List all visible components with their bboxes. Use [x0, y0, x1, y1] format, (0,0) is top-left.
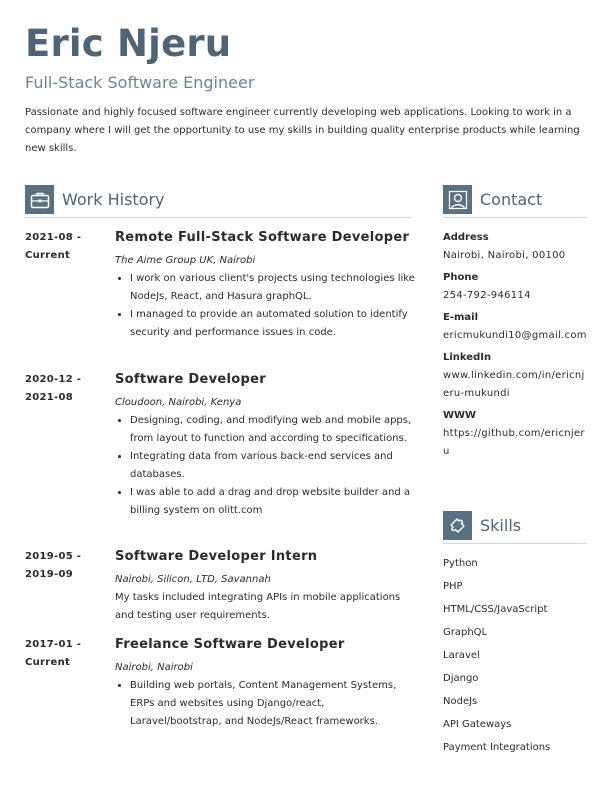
skills-header — [443, 511, 587, 544]
job-bullet: • Designing, coding, and modifying web and mobile apps, from layout to function and according to specifications. — [130, 412, 415, 448]
job-date-start: 2020-12 - — [25, 374, 82, 385]
contact-details — [443, 229, 588, 465]
skill-item: NodeJs — [443, 696, 478, 707]
job-title: Freelance Software Developer — [115, 637, 345, 652]
job-company: The Aime Group UK, Nairobi — [115, 255, 256, 266]
job-title: Software Developer Intern — [115, 549, 318, 564]
www-label: WWW — [443, 410, 477, 421]
work-history-header — [25, 185, 412, 218]
job-bullet: • I managed to provide an automated solution to identify security and performance issues in code. — [130, 306, 415, 342]
job-dates — [25, 548, 105, 584]
linkedin-link[interactable]: www.linkedin.com/in/ericnjeru-mukundi — [443, 370, 585, 399]
candidate-name: Eric Njeru — [25, 22, 232, 65]
contact-header — [443, 185, 587, 218]
email-value[interactable]: ericmukundi10@gmail.com — [443, 330, 587, 341]
job-date-end: Current — [25, 657, 71, 668]
skill-item: Python — [443, 558, 478, 569]
job-bullets — [115, 270, 415, 342]
job-description: My tasks included integrating APIs in mobile applications and testing user requirements. — [115, 592, 401, 621]
job-title: Software Developer — [115, 372, 266, 387]
skills-list — [443, 552, 588, 759]
address-value: Nairobi, Nairobi, 00100 — [443, 250, 566, 261]
job-dates — [25, 229, 105, 265]
phone-value: 254-792-946114 — [443, 290, 531, 301]
skill-item: PHP — [443, 581, 463, 592]
job-date-end: 2019-09 — [25, 569, 73, 580]
job-date-end: Current — [25, 250, 71, 261]
job-company: Nairobi, Nairobi — [115, 662, 193, 673]
email-label: E-mail — [443, 312, 479, 323]
job-company: Cloudoon, Nairobi, Kenya — [115, 397, 242, 408]
profile-summary: Passionate and highly focused software engineer currently developing web applications. Looking to work in a company where I will get the opportunity to use my skills in building quality enterprise products while learning new skills. — [25, 107, 580, 154]
job-dates — [25, 371, 105, 407]
linkedin-label: LinkedIn — [443, 352, 492, 363]
job-bullet: • I work on various client's projects using technologies like NodeJs, React, and Hasura graphQL. — [130, 270, 415, 306]
skill-item: Django — [443, 673, 479, 684]
job-bullet: • Integrating data from various back-end services and databases. — [130, 448, 415, 484]
skill-item: Payment Integrations — [443, 742, 551, 753]
job-dates — [25, 636, 105, 672]
person-icon — [443, 185, 472, 214]
job-date-start: 2021-08 - — [25, 232, 82, 243]
job-date-start: 2017-01 - — [25, 639, 82, 650]
job-date-start: 2019-05 - — [25, 551, 82, 562]
job-title: Remote Full-Stack Software Developer — [115, 230, 410, 245]
skills-title: Skills — [480, 516, 522, 535]
job-company: Nairobi, Silicon, LTD, Savannah — [115, 574, 271, 585]
skill-item: GraphQL — [443, 627, 488, 638]
job-bullet: • I was able to add a drag and drop website builder and a billing system on olitt.com — [130, 484, 415, 520]
phone-label: Phone — [443, 272, 479, 283]
www-link[interactable]: https://github.com/ericnjeru — [443, 428, 585, 457]
job-bullets — [115, 412, 415, 520]
skill-item: Laravel — [443, 650, 480, 661]
briefcase-icon — [25, 185, 54, 214]
contact-title: Contact — [480, 190, 543, 209]
job-date-end: 2021-08 — [25, 392, 73, 403]
work-history-title: Work History — [62, 190, 165, 209]
skill-item: API Gateways — [443, 719, 512, 730]
skill-item: HTML/CSS/JavaScript — [443, 604, 548, 615]
job-bullet: • Building web portals, Content Management Systems, ERPs and websites using Django/react, Laravel/bootstrap, and NodeJs/React frameworks. — [130, 677, 415, 731]
job-title-subtitle: Full-Stack Software Engineer — [25, 73, 255, 92]
puzzle-icon — [443, 511, 472, 540]
address-label: Address — [443, 232, 489, 243]
job-bullets — [115, 677, 415, 731]
